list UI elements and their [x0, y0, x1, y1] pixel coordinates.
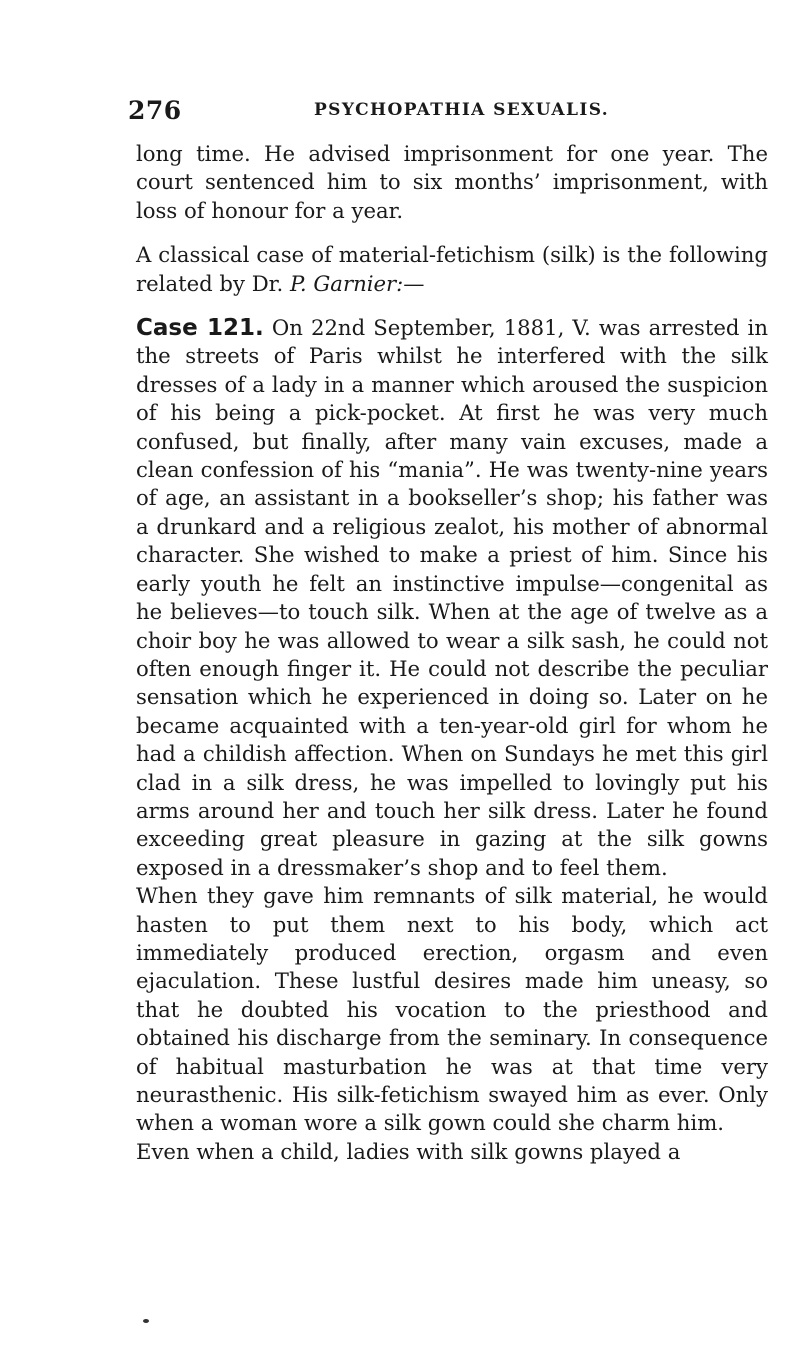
- case-label: Case 121.: [136, 315, 264, 342]
- ink-mark: [143, 1319, 149, 1323]
- intro-text: A classical case of material-fetichism (silk) is the following related by Dr.: [136, 242, 768, 296]
- paragraph-final: Even when a child, ladies with silk gowns played a: [136, 1138, 681, 1164]
- author-name: P. Garnier:: [289, 270, 404, 296]
- paragraph-body: When they gave him remnants of silk material, he would hasten to put them next to his body, which act immediately produced erection, orgasm and even ejaculation. These lustful desires made him uneasy, so that he doubted his vocation to the priesthood and obtained his discharge from the seminary. In consequence of habitual masturbation he was at that time very neurasthenic. His silk-fetichism swayed him as ever. Only when a woman wore a silk gown could she charm him.: [136, 883, 768, 1136]
- case-text: On 22nd September, 1881, V. was arrested in the streets of Paris whilst he interfered with the silk dresses of a lady in a manner which aroused the suspicion of his being a pick-pocket. At first he was very much confused, but finally, after many vain excuses, made a clean confession of his “mania”. He was twenty-nine years of age, an assistant in a bookseller’s shop; his father was a drunkard and a religious zealot, his mother of abnormal character. She wished to make a priest of him. Since his early youth he felt an instinctive impulse—congenital as he believes—to touch silk. When at the age of twelve as a choir boy he was allowed to wear a silk sash, he could not often enough finger it. He could not describe the peculiar sensation which he experienced in doing so. Later on he became acquainted with a ten-year-old girl for whom he had a childish affection. When on Sundays he met this girl clad in a silk dress, he was impelled to lovingly put his arms around her and touch her silk dress. Later he found exceeding great pleasure in gazing at the silk gowns exposed in a dressmaker’s shop and to feel them.: [136, 315, 768, 880]
- page-number: 276: [128, 96, 182, 125]
- paragraph-intro: [136, 241, 768, 298]
- paragraph-case: [136, 314, 768, 882]
- intro-dash: —: [403, 270, 425, 296]
- body-text: [136, 140, 768, 1166]
- page-header: [128, 96, 768, 126]
- running-head: PSYCHOPATHIA SEXUALIS.: [314, 100, 610, 120]
- paragraph-continuation: long time. He advised imprisonment for one year. The court sentenced him to six months’ imprisonment, with loss of honour for a year.: [136, 141, 768, 223]
